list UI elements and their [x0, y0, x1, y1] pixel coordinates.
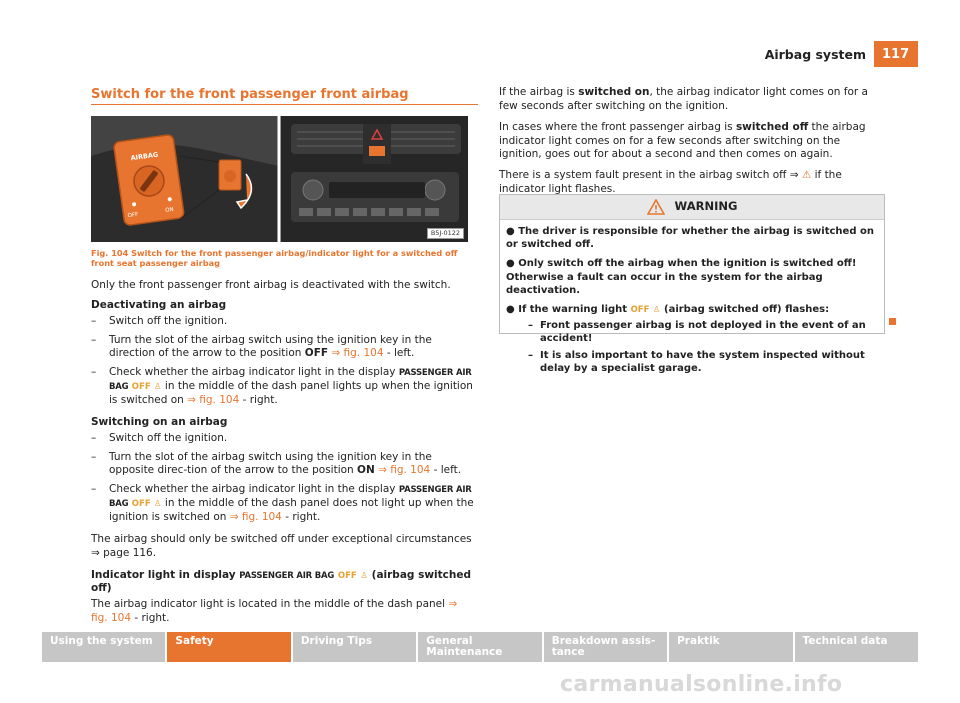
exceptional-text: The airbag should only be switched off under exceptional circumstances ⇒ page 116. — [91, 532, 472, 559]
radio-display — [329, 182, 425, 198]
footer-nav — [42, 632, 918, 662]
list-item: – Front passenger airbag is not deployed in the event of an accident! — [528, 320, 866, 345]
warning-sublist — [528, 319, 878, 375]
list-item: – It is also important to have the system inspected without delay by a specialist garage. — [528, 349, 865, 374]
deactivating-heading: Deactivating an airbag — [91, 298, 227, 311]
warning-bullet: ● If the warning light OFF ♙ (airbag switched off) flashes: — [506, 303, 830, 315]
display-off-label: OFF — [131, 382, 151, 393]
tab-safety[interactable]: Safety — [167, 632, 290, 662]
tab-driving-tips[interactable]: Driving Tips — [293, 632, 416, 662]
page-number: 117 — [874, 41, 918, 67]
tab-technical-data[interactable]: Technical data — [795, 632, 918, 662]
list-item: – Turn the slot of the airbag switch using the ignition key in the direction of the arrow to the position OFF ⇒ fig. 104 - left. — [91, 333, 432, 360]
right-column — [499, 86, 884, 204]
section-end-marker — [889, 318, 896, 325]
display-label: PASSENGER AIR BAG — [109, 368, 472, 393]
fig-link[interactable]: ⇒ fig. 104 — [229, 511, 282, 524]
off-text: OFF — [127, 211, 139, 220]
paragraph: If the airbag is switched on, the airbag indicator light comes on for a few seconds after switching on the ignition. — [499, 86, 868, 112]
switching-on-heading: Switching on an airbag — [91, 415, 228, 428]
tab-general-maintenance[interactable]: General Maintenance — [418, 632, 541, 662]
figure-illustration — [91, 116, 468, 242]
warning-title: WARNING — [674, 199, 738, 214]
fig-link[interactable]: ⇒ fig. 104 — [187, 394, 240, 407]
list-item: – Check whether the airbag indicator light in the display PASSENGER AIR BAG OFF ♙ in the middle of the dash panel does not light up when the ignition is switched on ⇒ fig. 104 - right. — [91, 483, 474, 524]
watermark: carmanualsonline.info — [560, 672, 843, 697]
list-item: – Switch off the ignition. — [91, 314, 228, 327]
indicator-heading: Indicator light in display PASSENGER AIR BAG OFF ♙ (airbag switched off) — [91, 568, 471, 595]
knob-left — [303, 180, 323, 200]
warning-triangle-icon — [647, 199, 665, 215]
indicator-text: The airbag indicator light is located in the middle of the dash panel ⇒ fig. 104 - right. — [91, 598, 458, 625]
list-item: – Turn the slot of the airbag switch using the ignition key in the opposite direc-tion of the arrow to the position ON ⇒ fig. 104 - left. — [91, 450, 462, 477]
warning-triangle-icon: ⚠ — [801, 169, 812, 182]
small-knob — [224, 170, 236, 182]
page-header — [765, 41, 918, 67]
fig-link[interactable]: ⇒ fig. 104 — [378, 464, 431, 477]
airbag-indicator-light — [369, 146, 385, 156]
warning-header — [500, 195, 884, 220]
section-divider — [91, 104, 478, 105]
seat-icon: ♙ — [360, 570, 368, 581]
warning-bullet: ● The driver is responsible for whether the airbag is switched on or switched off. — [506, 226, 874, 251]
seat-icon: ♙ — [153, 499, 162, 510]
list-item: – Check whether the airbag indicator light in the display PASSENGER AIR BAG OFF ♙ in the middle of the dash panel lights up when the ignition is switched on ⇒ fig. 104 - right. — [91, 366, 473, 407]
section-title: Switch for the front passenger front airbag — [91, 87, 409, 102]
knob-right — [425, 180, 445, 200]
paragraph: There is a system fault present in the airbag switch off ⇒ ⚠ if the indicator light flashes. — [499, 169, 842, 196]
tab-breakdown-assistance[interactable]: Breakdown assis-tance — [544, 632, 667, 662]
fig-link[interactable]: ⇒ fig. 104 — [331, 347, 384, 360]
switch-label-text: AIRBAG — [130, 150, 159, 163]
paragraph: In cases where the front passenger airbag is switched off the airbag indicator light comes on for a few seconds after switching on the ignition, goes out for about a second and then comes on again. — [499, 120, 866, 161]
figure-code: B5J-0122 — [427, 228, 464, 239]
tab-using-the-system[interactable]: Using the system — [42, 632, 165, 662]
figure-104 — [91, 116, 468, 242]
chapter-title: Airbag system — [764, 47, 866, 62]
on-text: ON — [164, 206, 175, 214]
left-column — [91, 279, 476, 632]
list-item: – Switch off the ignition. — [91, 431, 228, 444]
warning-box — [499, 194, 885, 374]
tab-praktik[interactable]: Praktik — [669, 632, 792, 662]
warning-bullet: ● Only switch off the airbag when the ignition is switched off! Otherwise a fault can occur in the system for the airbag deactivation. — [506, 258, 857, 296]
seat-icon: ♙ — [652, 304, 661, 315]
airbag-switch-panel — [113, 134, 184, 226]
figure-caption: Fig. 104 Switch for the front passenger airbag/indicator light for a switched off front seat passenger airbag — [91, 248, 458, 269]
fig-link[interactable]: ⇒ fig. 104 — [91, 598, 458, 625]
intro-text: Only the front passenger front airbag is deactivated with the switch. — [91, 279, 451, 291]
seat-icon: ♙ — [153, 382, 162, 393]
warning-body — [500, 220, 884, 383]
